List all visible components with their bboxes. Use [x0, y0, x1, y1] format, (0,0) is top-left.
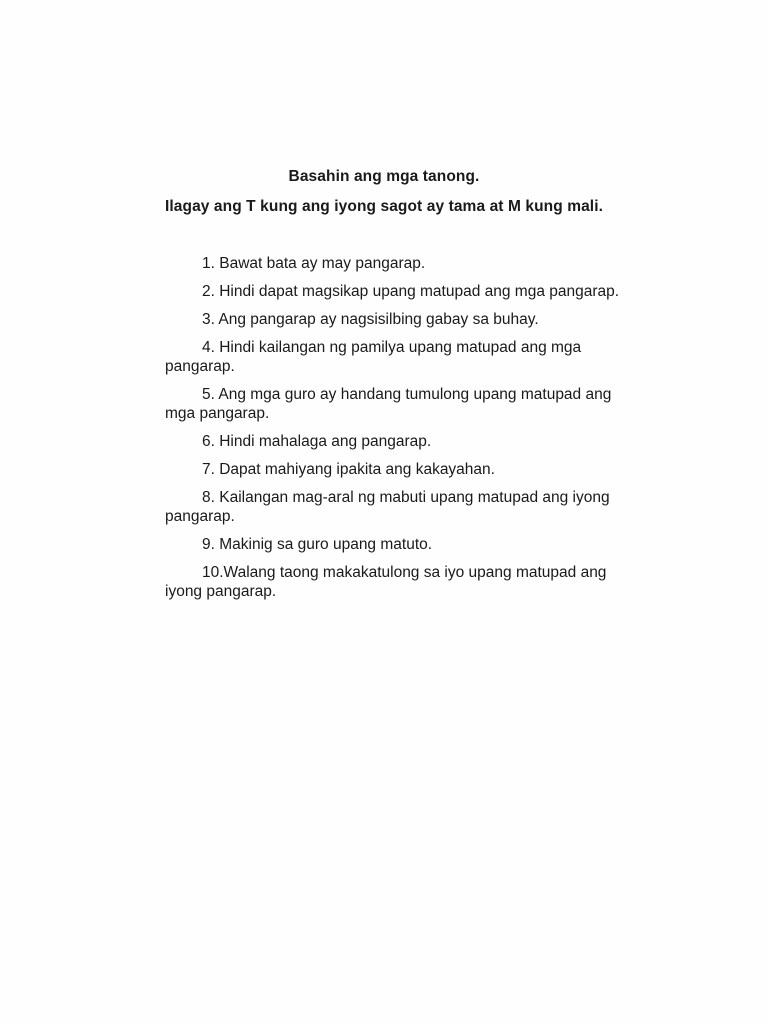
- question-item-2: 2. Hindi dapat magsikap upang matupad ang mga pangarap.: [202, 283, 620, 300]
- question-item-4: 4. Hindi kailangan ng pamilya upang matupad ang mga pangarap.: [165, 339, 582, 375]
- question-item-6: 6. Hindi mahalaga ang pangarap.: [202, 433, 432, 450]
- question-item-9: 9. Makinig sa guro upang matuto.: [202, 536, 433, 553]
- question-item-3: 3. Ang pangarap ay nagsisilbing gabay sa buhay.: [202, 311, 539, 328]
- question-item-5: 5. Ang mga guro ay handang tumulong upang matupad ang mga pangarap.: [165, 386, 612, 422]
- question-item-7: 7. Dapat mahiyang ipakita ang kakayahan.: [202, 461, 495, 478]
- question-list: [165, 254, 645, 610]
- document-instruction: Ilagay ang T kung ang iyong sagot ay tama at M kung mali.: [164, 198, 604, 215]
- question-item-1: 1. Bawat bata ay may pangarap.: [202, 255, 426, 272]
- question-item-8: 8. Kailangan mag-aral ng mabuti upang matupad ang iyong pangarap.: [165, 489, 610, 525]
- question-item-10: 10.Walang taong makakatulong sa iyo upang matupad ang iyong pangarap.: [165, 564, 607, 600]
- document-title: Basahin ang mga tanong.: [288, 168, 480, 185]
